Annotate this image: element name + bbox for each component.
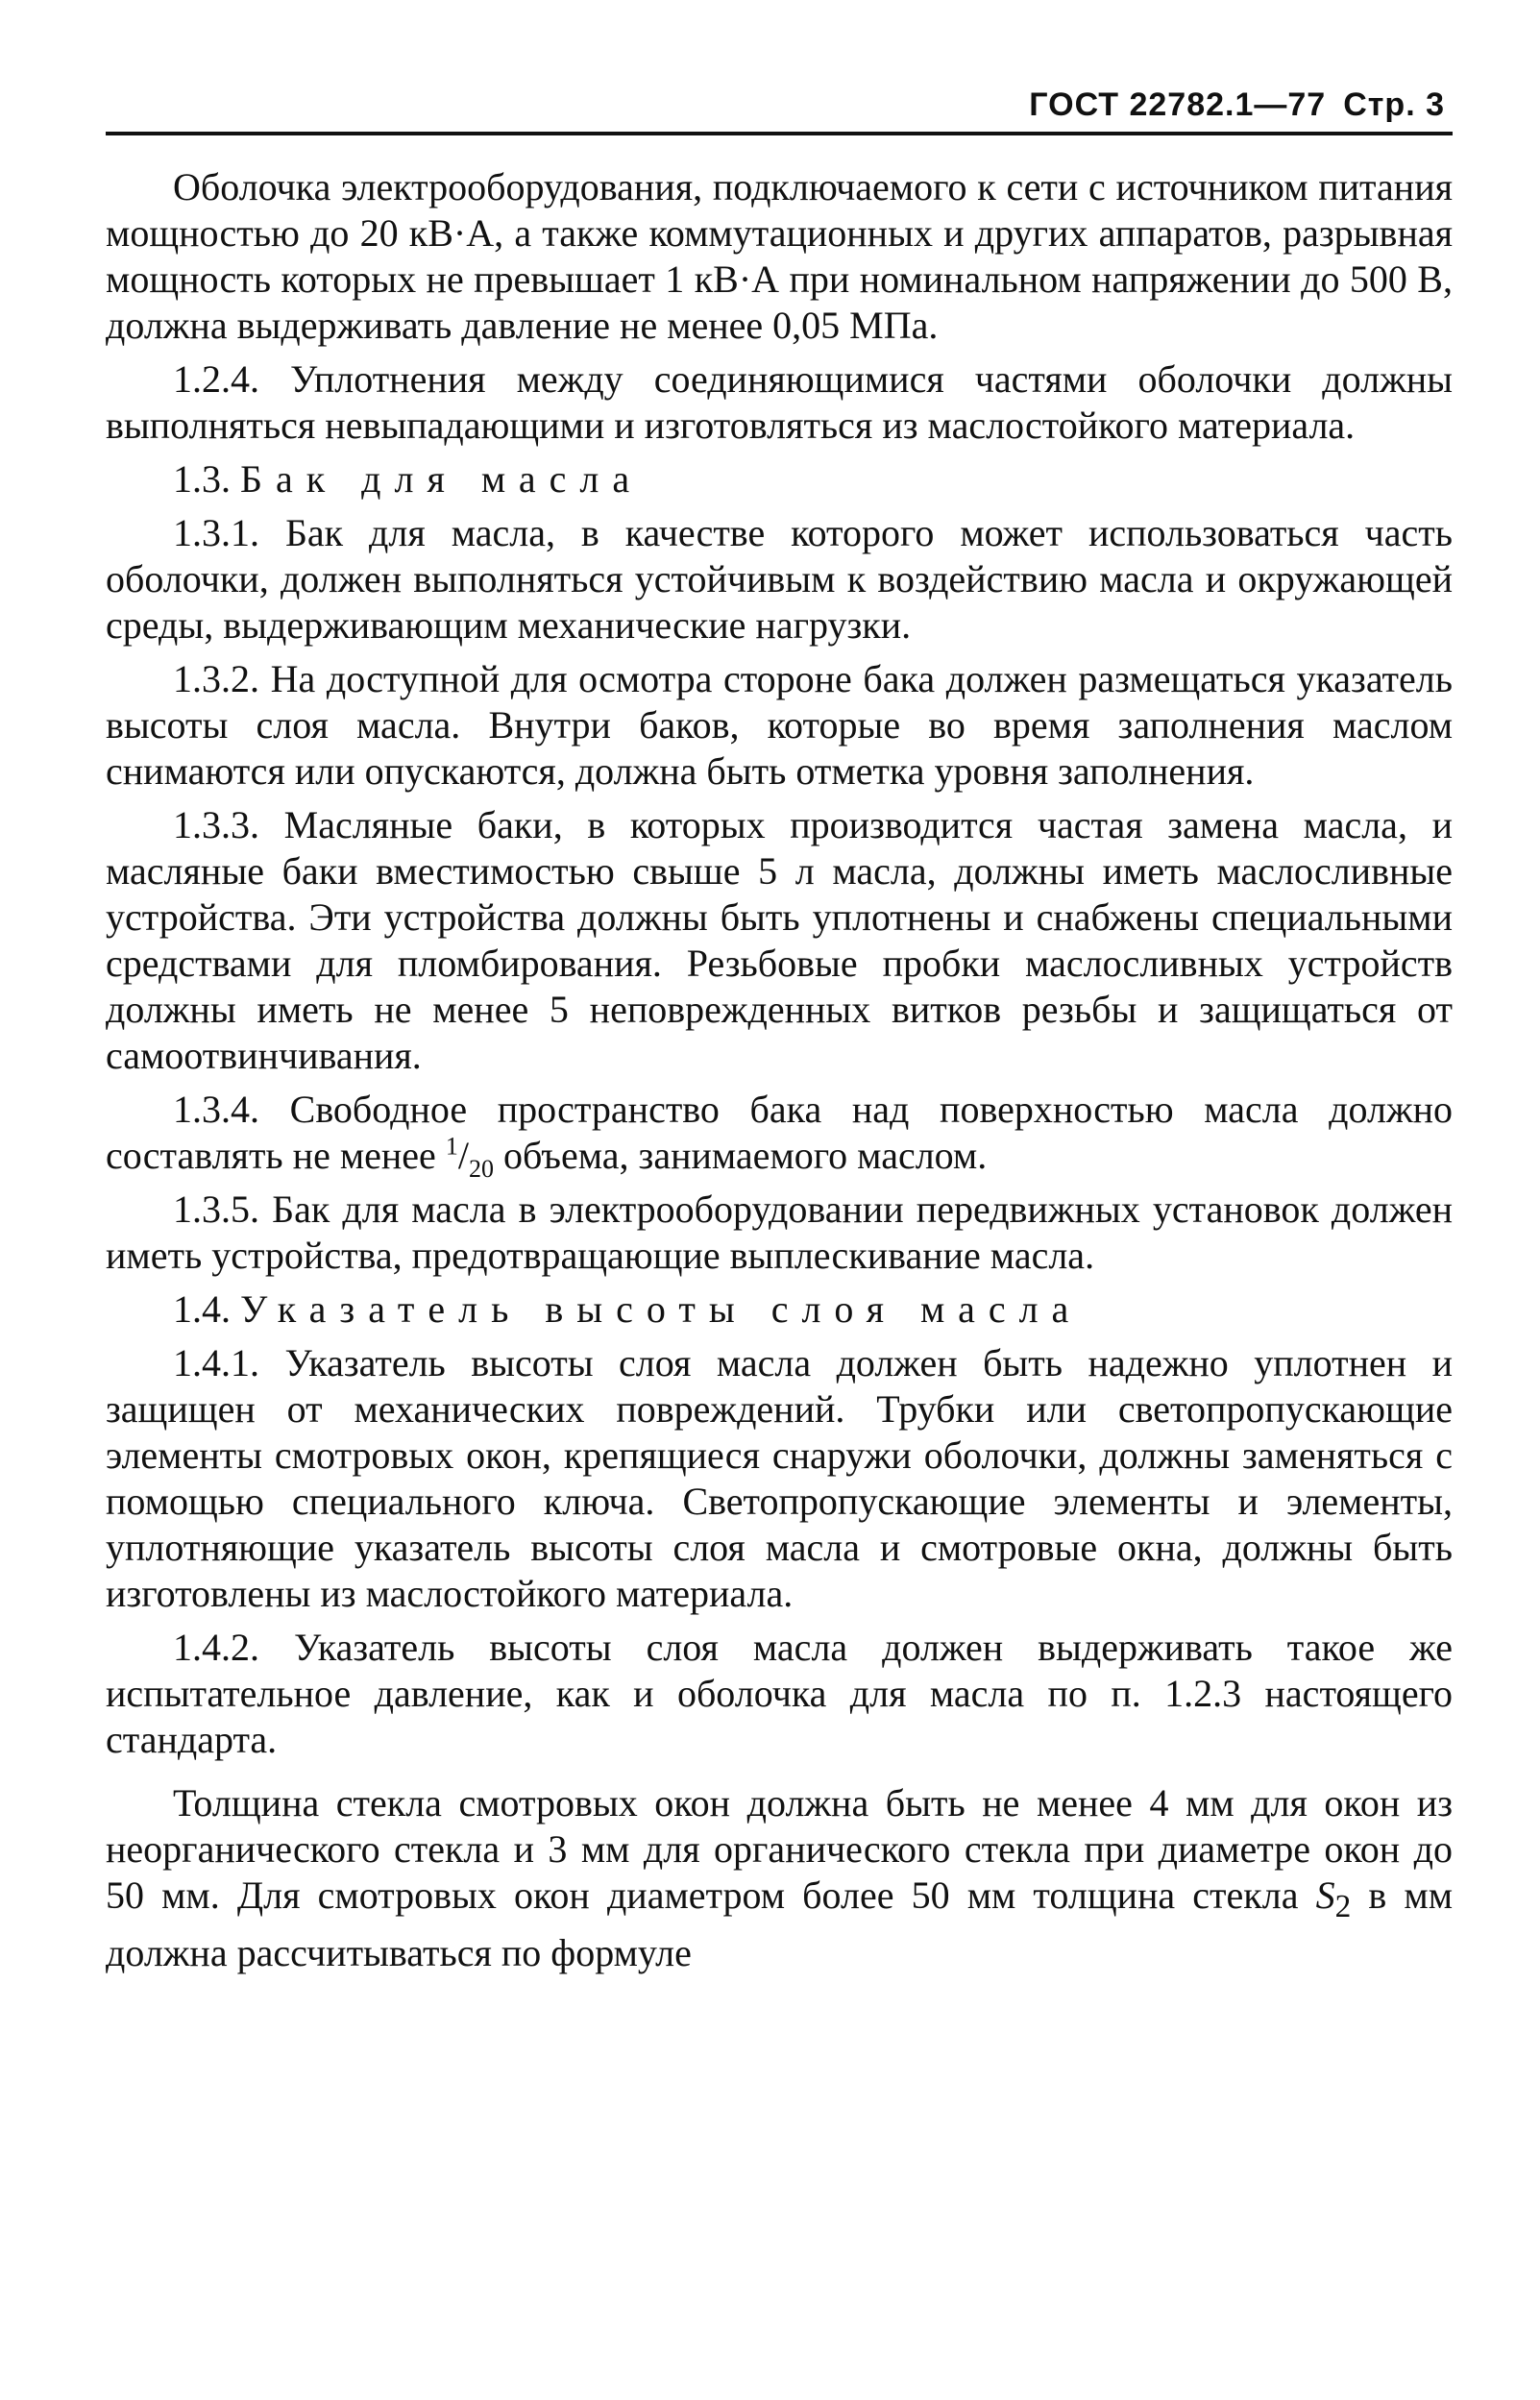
section-heading-1-4 — [106, 1286, 1453, 1333]
section-title: Указатель высоты слоя масла — [240, 1287, 1083, 1331]
document-body — [106, 164, 1453, 1976]
variable-subscript: 2 — [1334, 1889, 1352, 1924]
page-number: Стр. 3 — [1343, 86, 1445, 123]
paragraph-1-3-1: 1.3.1. Бак для масла, в качестве которого может использоваться часть оболочки, должен выполняться устойчивым к воздействию масла и окружающей среды, выдерживающим механические нагрузки. — [106, 511, 1453, 647]
fraction-slash: / — [457, 1134, 469, 1177]
paragraph-1-3-5: 1.3.5. Бак для масла в электрооборудовании передвижных установок должен иметь устройства, предотвращающие выплескивание масла. — [106, 1188, 1453, 1277]
section-number: 1.4. — [173, 1287, 231, 1331]
paragraph-text: в мм должна рассчитываться по формуле — [106, 1873, 1454, 1974]
paragraph-text: объема, занимаемого маслом. — [502, 1134, 988, 1177]
paragraph-text: 1.3.4. Свободное пространство бака над поверхностью масла должно составлять не менее — [106, 1088, 1453, 1177]
paragraph-glass-thickness — [106, 1780, 1453, 1976]
paragraph-1-3-3: 1.3.3. Масляные баки, в которых производится частая замена масла, и масляные баки вместимостью свыше 5 л масла, должны иметь маслосливные устройства. Эти устройства должны быть уплотнены и снабжены специальными средствами для пломбирования. Резьбовые пробки маслосливных устройств должны иметь не менее 5 неповрежденных витков резьбы и защищаться от самоотвинчивания. — [106, 803, 1453, 1077]
fraction-numerator: 1 — [445, 1132, 458, 1161]
paragraph-text: Толщина стекла смотровых окон должна быть не менее 4 мм для окон из неорганического стекла и 3 мм для органического стекла при диаметре окон до 50 мм. Для смотровых окон диаметром более 50 мм толщина стекла — [106, 1781, 1453, 1917]
fraction-one-twentieth — [445, 1132, 494, 1183]
paragraph-1-3-4 — [106, 1087, 1453, 1183]
section-heading-1-3 — [106, 456, 1453, 502]
paragraph-1-4-1: 1.4.1. Указатель высоты слоя масла должен быть надежно уплотнен и защищен от механических повреждений. Трубки или светопропускающие элементы смотровых окон, крепящиеся снаружи оболочки, должны заменяться с помощью специального ключа. Светопропускающие элементы и элементы, уплотняющие указатель высоты слоя масла и смотровые окна, должны быть изготовлены из маслостойкого материала. — [106, 1341, 1453, 1615]
paragraph-1-2-4: 1.2.4. Уплотнения между соединяющимися частями оболочки должны выполняться невыпадающими и изготовляться из маслостойкого материала. — [106, 357, 1453, 447]
standard-number: ГОСТ 22782.1—77 — [1029, 86, 1327, 123]
variable-s: S — [1315, 1873, 1335, 1917]
paragraph-intro: Оболочка электрооборудования, подключаемого к сети с источником питания мощностью до 20 кВ·А, а также коммутационных и других аппаратов, разрывная мощность которых не превышает 1 кВ·А при номинальном напряжении до 500 В, должна выдерживать давление не менее 0,05 МПа. — [106, 165, 1453, 347]
document-page — [106, 86, 1453, 1984]
fraction-denominator: 20 — [468, 1155, 494, 1183]
paragraph-1-4-2: 1.4.2. Указатель высоты слоя масла должен выдерживать такое же испытательное давление, как и оболочка для масла по п. 1.2.3 настоящего стандарта. — [106, 1626, 1453, 1761]
section-number: 1.3. — [173, 457, 231, 501]
section-title: Бак для масла — [240, 457, 644, 501]
page-header — [106, 86, 1453, 135]
paragraph-1-3-2: 1.3.2. На доступной для осмотра стороне бака должен размещаться указатель высоты слоя масла. Внутри баков, которые во время заполнения маслом снимаются или опускаются, должна быть отметка уровня заполнения. — [106, 657, 1453, 793]
